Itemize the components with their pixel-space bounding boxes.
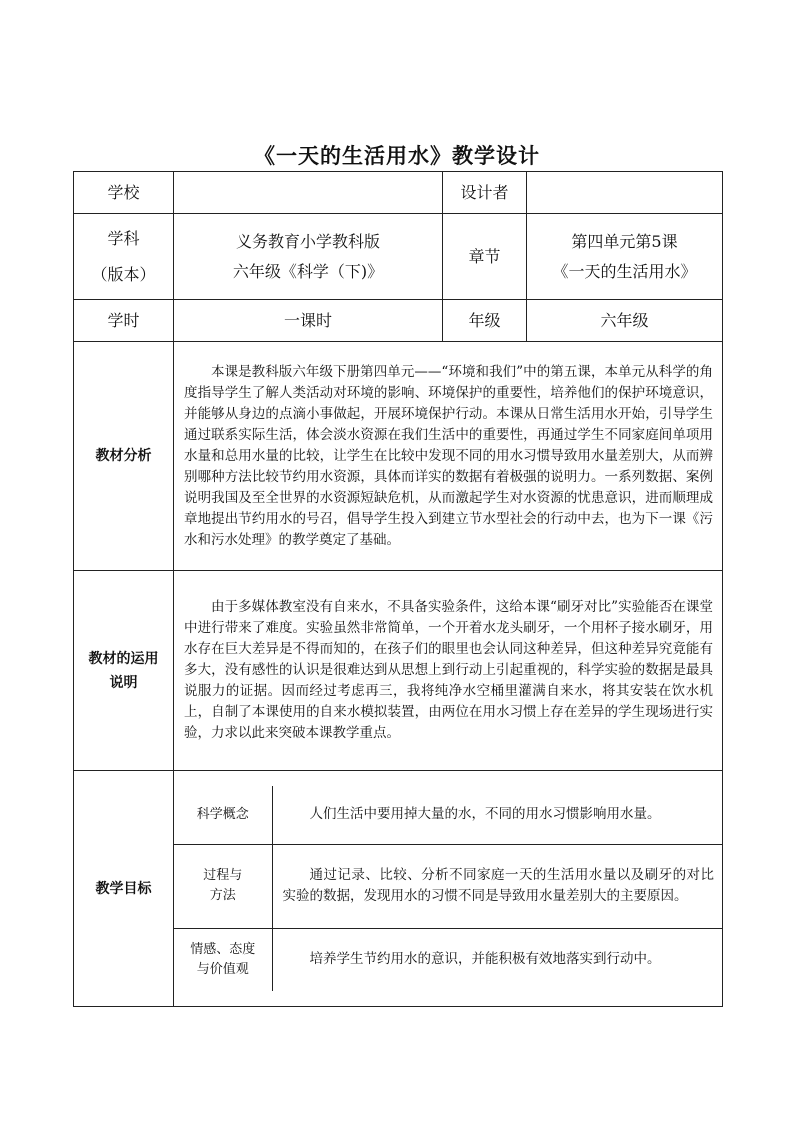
school-label: 学校 bbox=[74, 172, 174, 214]
goal-name-concept: 科学概念 bbox=[174, 786, 272, 844]
row-analysis bbox=[74, 342, 723, 571]
chapter-value-line2: 《一天的生活用水》 bbox=[552, 261, 697, 281]
usage-text: 由于多媒体教室没有自来水，不具备实验条件，这给本课“刷牙对比”实验能否在课堂中进行带来了难度。实验虽然非常简单，一个开着水龙头刷牙，一个用杯子接水刷牙，用水存在巨大差异是不得而知的，在孩子们的眼里也会认同这种差异，但这种差异究竟能有多大，没有感性的认识是很难达到从思想上到行动上引起重视的，科学实验的数据是最具说服力的证据。因而经过考虑再三，我将纯净水空桶里灌满自来水，将其安装在饮水机上，自制了本课使用的自来水模拟装置，由两位在用水习惯上存在差异的学生现场进行实验，力求以此来突破本课教学重点。 bbox=[174, 571, 723, 771]
goal-text-concept: 人们生活中要用掉大量的水，不同的用水习惯影响用水量。 bbox=[272, 786, 722, 844]
grade-value: 六年级 bbox=[527, 300, 723, 342]
goals-cell bbox=[174, 771, 723, 1007]
designer-label: 设计者 bbox=[443, 172, 527, 214]
goal-name-attitude bbox=[174, 928, 272, 991]
chapter-label: 章节 bbox=[443, 214, 527, 300]
goals-label: 教学目标 bbox=[74, 771, 174, 1007]
chapter-value bbox=[527, 214, 723, 300]
goal-row-attitude bbox=[174, 928, 722, 991]
page-title: 《一天的生活用水》教学设计 bbox=[254, 143, 540, 168]
goal-name-attitude-line2: 与价值观 bbox=[196, 961, 249, 977]
usage-label-line2: 说明 bbox=[109, 674, 138, 691]
usage-label-line1: 教材的运用 bbox=[88, 650, 159, 667]
goal-name-process-line1: 过程与 bbox=[203, 868, 243, 883]
lesson-plan-table bbox=[73, 171, 723, 1007]
analysis-label: 教材分析 bbox=[74, 342, 174, 571]
goal-name-process bbox=[174, 844, 272, 928]
analysis-text: 本课是教科版六年级下册第四单元——“环境和我们”中的第五课，本单元从科学的角度指导学生了解人类活动对环境的影响、环境保护的重要性，培养他们的保护环境意识，并能够从身边的点滴小事做起，开展环境保护行动。本课从日常生活用水开始，引导学生通过联系实际生活，体会淡水资源在我们生活中的重要性，再通过学生不同家庭间单项用水量和总用水量的比较，让学生在比较中发现不同的用水习惯导致用水量差别大，从而辨别哪种方法比较节约用水资源，具体而详实的数据有着极强的说明力。一系列数据、案例说明我国及至全世界的水资源短缺危机，从而激起学生对水资源的忧患意识，进而顺理成章地提出节约用水的号召，倡导学生投入到建立节水型社会的行动中去，也为下一课《污水和污水处理》的教学奠定了基础。 bbox=[174, 342, 723, 571]
usage-label bbox=[74, 571, 174, 771]
hours-label: 学时 bbox=[74, 300, 174, 342]
subject-label-line1: 学科 bbox=[107, 228, 140, 248]
goal-name-attitude-line1: 情感、态度 bbox=[190, 941, 256, 957]
row-usage bbox=[74, 571, 723, 771]
grade-label: 年级 bbox=[443, 300, 527, 342]
goal-row-concept bbox=[174, 786, 722, 844]
goal-text-process: 通过记录、比较、分析不同家庭一天的生活用水量以及刷牙的对比实验的数据，发现用水的习惯不同是导致用水量差别大的主要原因。 bbox=[272, 844, 722, 928]
row-school bbox=[74, 172, 723, 214]
goal-text-attitude: 培养学生节约用水的意识，并能积极有效地落实到行动中。 bbox=[309, 951, 661, 968]
row-goals bbox=[74, 771, 723, 1007]
school-value[interactable] bbox=[174, 172, 443, 214]
subject-label bbox=[74, 214, 174, 300]
goals-table bbox=[174, 786, 722, 991]
chapter-value-line1: 第四单元第5课 bbox=[571, 231, 678, 251]
designer-value[interactable] bbox=[527, 172, 723, 214]
row-hours bbox=[74, 300, 723, 342]
subject-value-line2: 六年级《科学（下)》 bbox=[232, 261, 384, 281]
subject-value-line1: 义务教育小学教科版 bbox=[235, 231, 380, 251]
goal-name-process-line2: 方法 bbox=[209, 888, 236, 903]
row-subject bbox=[74, 214, 723, 300]
subject-label-line2: （版本） bbox=[91, 264, 156, 284]
subject-value bbox=[174, 214, 443, 300]
goal-row-process bbox=[174, 844, 722, 928]
hours-value: 一课时 bbox=[174, 300, 443, 342]
